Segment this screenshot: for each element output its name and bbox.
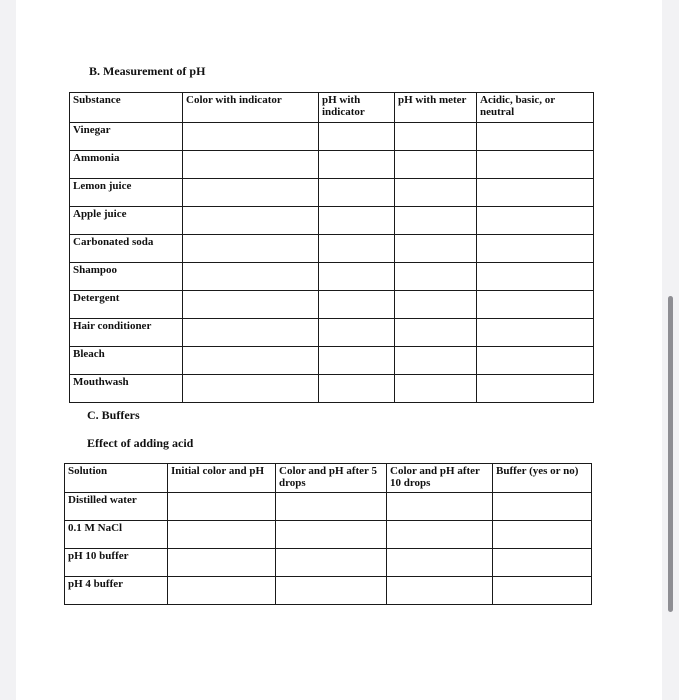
initial-cell[interactable] — [168, 521, 276, 549]
classification-cell[interactable] — [477, 151, 594, 179]
substance-label: Lemon juice — [70, 179, 183, 207]
buffer-cell[interactable] — [493, 549, 592, 577]
solution-label: 0.1 M NaCl — [65, 521, 168, 549]
color-cell[interactable] — [183, 319, 319, 347]
solution-label: pH 10 buffer — [65, 549, 168, 577]
substance-label: Bleach — [70, 347, 183, 375]
classification-cell[interactable] — [477, 291, 594, 319]
color-cell[interactable] — [183, 207, 319, 235]
ph-measurement-table — [69, 92, 594, 403]
ph-indicator-cell[interactable] — [319, 291, 395, 319]
substance-label: Shampoo — [70, 263, 183, 291]
buffer-cell[interactable] — [493, 493, 592, 521]
ph-indicator-cell[interactable] — [319, 179, 395, 207]
header-color-with-indicator: Color with indicator — [183, 93, 319, 123]
solution-label: pH 4 buffer — [65, 577, 168, 605]
initial-cell[interactable] — [168, 549, 276, 577]
scrollbar-thumb[interactable] — [668, 296, 673, 612]
color-cell[interactable] — [183, 375, 319, 403]
header-acidic-basic-neutral: Acidic, basic, or neutral — [477, 93, 594, 123]
classification-cell[interactable] — [477, 347, 594, 375]
ph-indicator-cell[interactable] — [319, 347, 395, 375]
ph-indicator-cell[interactable] — [319, 123, 395, 151]
table-row — [70, 235, 594, 263]
ph-meter-cell[interactable] — [395, 347, 477, 375]
after-10-cell[interactable] — [387, 521, 493, 549]
header-after-10-drops: Color and pH after 10 drops — [387, 464, 493, 493]
substance-label: Ammonia — [70, 151, 183, 179]
substance-label: Vinegar — [70, 123, 183, 151]
ph-meter-cell[interactable] — [395, 235, 477, 263]
buffers-table — [64, 463, 592, 605]
classification-cell[interactable] — [477, 123, 594, 151]
header-after-5-drops: Color and pH after 5 drops — [276, 464, 387, 493]
initial-cell[interactable] — [168, 493, 276, 521]
table-row — [70, 375, 594, 403]
ph-meter-cell[interactable] — [395, 375, 477, 403]
header-solution: Solution — [65, 464, 168, 493]
color-cell[interactable] — [183, 235, 319, 263]
table-row — [65, 521, 592, 549]
after-5-cell[interactable] — [276, 521, 387, 549]
color-cell[interactable] — [183, 151, 319, 179]
table-row — [65, 493, 592, 521]
table-row — [70, 263, 594, 291]
substance-label: Hair conditioner — [70, 319, 183, 347]
table-header-row — [70, 93, 594, 123]
classification-cell[interactable] — [477, 207, 594, 235]
table-row — [65, 577, 592, 605]
table-row — [70, 347, 594, 375]
color-cell[interactable] — [183, 263, 319, 291]
ph-meter-cell[interactable] — [395, 207, 477, 235]
color-cell[interactable] — [183, 123, 319, 151]
table-row — [70, 319, 594, 347]
classification-cell[interactable] — [477, 319, 594, 347]
substance-label: Mouthwash — [70, 375, 183, 403]
ph-meter-cell[interactable] — [395, 319, 477, 347]
table-header-row — [65, 464, 592, 493]
classification-cell[interactable] — [477, 235, 594, 263]
ph-meter-cell[interactable] — [395, 291, 477, 319]
table-row — [70, 291, 594, 319]
table-row — [70, 207, 594, 235]
initial-cell[interactable] — [168, 577, 276, 605]
buffer-cell[interactable] — [493, 521, 592, 549]
ph-indicator-cell[interactable] — [319, 375, 395, 403]
solution-label: Distilled water — [65, 493, 168, 521]
ph-meter-cell[interactable] — [395, 179, 477, 207]
ph-meter-cell[interactable] — [395, 151, 477, 179]
substance-label: Detergent — [70, 291, 183, 319]
ph-indicator-cell[interactable] — [319, 263, 395, 291]
section-c-title: C. Buffers — [87, 408, 140, 422]
color-cell[interactable] — [183, 291, 319, 319]
classification-cell[interactable] — [477, 179, 594, 207]
color-cell[interactable] — [183, 179, 319, 207]
header-buffer: Buffer (yes or no) — [493, 464, 592, 493]
ph-indicator-cell[interactable] — [319, 207, 395, 235]
section-c-subtitle: Effect of adding acid — [87, 436, 194, 450]
header-ph-with-meter: pH with meter — [395, 93, 477, 123]
ph-meter-cell[interactable] — [395, 263, 477, 291]
buffer-cell[interactable] — [493, 577, 592, 605]
after-5-cell[interactable] — [276, 577, 387, 605]
section-b-title: B. Measurement of pH — [89, 64, 206, 78]
table-row — [70, 151, 594, 179]
classification-cell[interactable] — [477, 375, 594, 403]
substance-label: Carbonated soda — [70, 235, 183, 263]
after-5-cell[interactable] — [276, 493, 387, 521]
after-10-cell[interactable] — [387, 549, 493, 577]
header-ph-with-indicator: pH with indicator — [319, 93, 395, 123]
ph-indicator-cell[interactable] — [319, 151, 395, 179]
color-cell[interactable] — [183, 347, 319, 375]
substance-label: Apple juice — [70, 207, 183, 235]
after-10-cell[interactable] — [387, 577, 493, 605]
ph-indicator-cell[interactable] — [319, 319, 395, 347]
classification-cell[interactable] — [477, 263, 594, 291]
after-10-cell[interactable] — [387, 493, 493, 521]
table-row — [70, 179, 594, 207]
table-row — [70, 123, 594, 151]
table-row — [65, 549, 592, 577]
ph-meter-cell[interactable] — [395, 123, 477, 151]
header-initial-color-ph: Initial color and pH — [168, 464, 276, 493]
ph-indicator-cell[interactable] — [319, 235, 395, 263]
after-5-cell[interactable] — [276, 549, 387, 577]
header-substance: Substance — [70, 93, 183, 123]
